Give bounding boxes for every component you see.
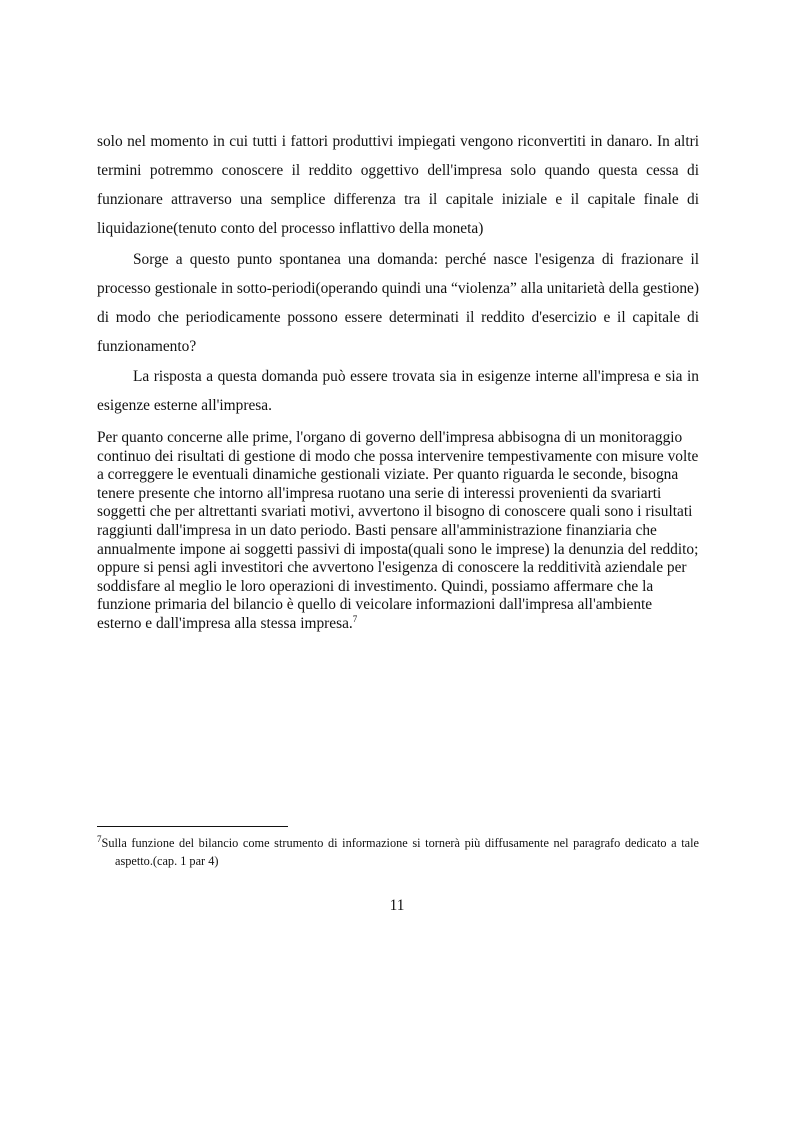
page-number: 11 (389, 897, 405, 914)
footnote-text: Sulla funzione del bilancio come strumento di informazione si tornerà più diffusamente nel paragrafo dedicato a tale aspetto.(cap. 1 par 4) (101, 836, 699, 868)
paragraph-1: solo nel momento in cui tutti i fattori produttivi impiegati vengono riconvertiti in danaro. In altri termini potremmo conoscere il reddito oggettivo dell'impresa solo quando questa cessa di funzionare attraverso una semplice differenza tra il capitale iniziale e il capitale finale di liquidazione(tenuto conto del processo inflattivo della moneta) (97, 133, 699, 237)
footnote-marker: 7 (97, 833, 102, 844)
footnote-divider (97, 826, 288, 827)
paragraph-4-text: Per quanto concerne alle prime, l'organo di governo dell'impresa abbisogna di un monitoraggio continuo dei risultati di gestione di modo che possa intervenire tempestivamente con misure volte a correggere le eventuali dinamiche gestionali viziate. Per quanto riguarda le seconde, bisogna tenere presente che intorno all'impresa ruotano una serie di interessi provenienti da svariarti soggetti che per altrettanti svariati motivi, avvertono il bisogno di conoscere quali sono i risultati raggiunti dall'impresa in un dato periodo. Basti pensare all'amministrazione finanziaria che annualmente impone ai soggetti passivi di imposta(quali sono le imprese) la denunzia del reddito; oppure si pensi agli investitori che avvertono l'esigenza di conoscere la redditività aziendale per soddisfare al meglio le loro operazioni di investimento. Quindi, possiamo affermare che la funzione primaria del bilancio è quello di veicolare informazioni dall'impresa all'ambiente esterno e dall'impresa alla stessa impresa. (97, 429, 699, 632)
paragraph-4 (97, 429, 699, 634)
footnote (97, 834, 699, 870)
paragraph-3: La risposta a questa domanda può essere trovata sia in esigenze interne all'impresa e sia in esigenze esterne all'impresa. (97, 368, 699, 414)
footnote-reference: 7 (352, 613, 358, 624)
paragraph-2: Sorge a questo punto spontanea una domanda: perché nasce l'esigenza di frazionare il processo gestionale in sotto-periodi(operando quindi una “violenza” alla unitarietà della gestione) di modo che periodicamente possono essere determinati il reddito d'esercizio e il capitale di funzionamento? (97, 251, 699, 355)
